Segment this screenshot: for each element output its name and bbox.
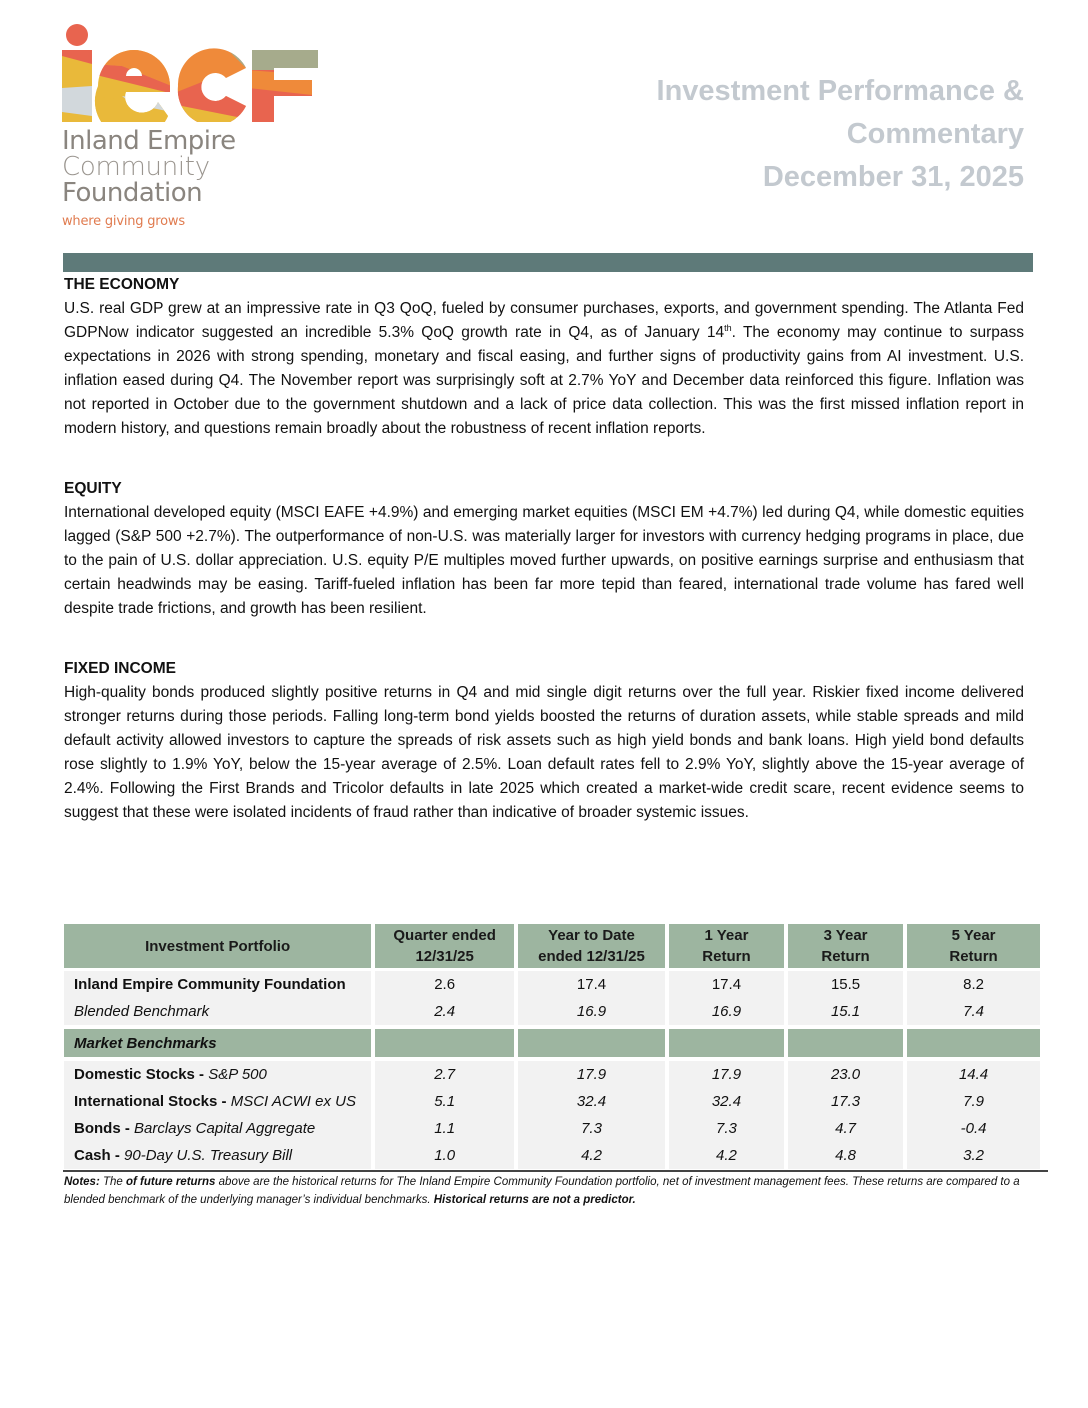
cell-5yr: 7.9 — [907, 1088, 1040, 1115]
cell-1yr: 4.2 — [669, 1142, 784, 1169]
cell-quarter: 2.6 — [375, 968, 514, 998]
cell-ytd: 17.9 — [518, 1057, 665, 1088]
title-line1: Investment Performance & — [656, 75, 1024, 107]
cell-ytd: 7.3 — [518, 1115, 665, 1142]
economy-superscript: th — [724, 322, 732, 333]
logo-name-line1: Inland Empire — [62, 126, 236, 156]
section-equity — [64, 477, 1024, 621]
cell-5yr: 7.4 — [907, 998, 1040, 1025]
iecf-logo-mark-icon — [62, 24, 320, 122]
commentary-body — [64, 273, 1024, 825]
header-investment-portfolio: Investment Portfolio — [64, 924, 371, 968]
table-row-cash — [64, 1142, 1040, 1169]
table-notes: Notes: The of future returns above are the historical returns for The Inland Empire Community Foundation portfolio, net of investment management fees. These returns are compared to a blended benchmark of the underlying manager’s individual benchmarks. Historical returns are not a predictor. — [64, 1176, 1020, 1206]
row-label: Cash - 90-Day U.S. Treasury Bill — [64, 1142, 371, 1169]
cell-5yr: -0.4 — [907, 1115, 1040, 1142]
table-row-bonds — [64, 1115, 1040, 1142]
logo-tagline: where giving grows — [62, 214, 185, 229]
section-text-fixed-income: High-quality bonds produced slightly positive returns in Q4 and mid single digit returns over the full year. Riskier fixed income delivered stronger returns during those periods. Falling long-term bond yields boosted the returns of duration assets, while stable spreads and mild default activity allowed investors to capture the spreads of risk assets such as high yield bonds and bank loans. High yield bond defaults rose slightly to 1.9% YoY, below the 15-year average of 2.5%. Loan default rates fell to 2.9% YoY, slightly above the 15-year average of 2.4%. Following the First Brands and Tricolor defaults in late 2025 which created a market-wide credit scare, recent evidence seems to suggest that these were isolated incidents of fraud rather than indicative of broader systemic issues. — [64, 684, 1024, 821]
cell-3yr: 23.0 — [788, 1057, 903, 1088]
cell-3yr: 15.5 — [788, 968, 903, 998]
cell-1yr: 17.4 — [669, 968, 784, 998]
page-title — [657, 70, 1024, 199]
cell-5yr: 8.2 — [907, 968, 1040, 998]
cell-1yr: 32.4 — [669, 1088, 784, 1115]
cell-1yr: 16.9 — [669, 998, 784, 1025]
cell-3yr: 15.1 — [788, 998, 903, 1025]
header-3-year: 3 Year Return — [788, 924, 903, 968]
table-row-domestic-stocks — [64, 1057, 1040, 1088]
cell-5yr: 3.2 — [907, 1142, 1040, 1169]
section-text-equity: International developed equity (MSCI EAFE +4.9%) and emerging market equities (MSCI EM +4.7%) led during Q4, while domestic equities lagged (S&P 500 +2.7%). The outperformance of non-U.S. was materially larger for investors with currency hedging programs in place, due to the pain of U.S. dollar appreciation. U.S. equity P/E multiples moved further upwards, on positive earnings surprise and enthusiasm that certain headwinds may be easing. Tariff-fueled inflation has been far more tepid than feared, international trade volume has fared well despite trade frictions, and growth has been resilient. — [64, 504, 1024, 617]
cell-5yr: 14.4 — [907, 1057, 1040, 1088]
cell-ytd: 16.9 — [518, 998, 665, 1025]
notes-disclaimer: Historical returns are not a predictor. — [433, 1193, 636, 1206]
cell-quarter: 2.7 — [375, 1057, 514, 1088]
logo-name-line2: Community — [62, 152, 210, 182]
row-label: International Stocks - MSCI ACWI ex US — [64, 1088, 371, 1115]
logo-name-line3: Foundation — [62, 178, 203, 208]
section-economy — [64, 273, 1024, 441]
table-header-row — [64, 924, 1040, 968]
cell-quarter: 2.4 — [375, 998, 514, 1025]
row-label: Bonds - Barclays Capital Aggregate — [64, 1115, 371, 1142]
header-quarter: Quarter ended 12/31/25 — [375, 924, 514, 968]
cell-quarter: 1.0 — [375, 1142, 514, 1169]
economy-text-part1: U.S. real GDP grew at an impressive rate in Q3 QoQ, fueled by consumer purchases, exports, and government spending. The Atlanta Fed GDPNow indicator suggested an incredible 5.3% QoQ growth rate in Q4, as of January 14 — [64, 300, 1024, 341]
section-heading-fixed-income: FIXED INCOME — [64, 660, 176, 677]
cell-ytd: 32.4 — [518, 1088, 665, 1115]
cell-3yr: 4.7 — [788, 1115, 903, 1142]
row-label: Blended Benchmark — [64, 998, 371, 1025]
header-divider-band — [63, 253, 1033, 272]
table-row-iecf — [64, 968, 1040, 998]
cell-1yr: 17.9 — [669, 1057, 784, 1088]
economy-text-part2: . The economy may continue to surpass expectations in 2026 with strong spending, monetary and fiscal easing, and further signs of productivity gains from AI investment. U.S. inflation eased during Q4. The November report was surprisingly soft at 2.7% YoY and December data reinforced this figure. Inflation was not reported in October due to the government shutdown and a lack of price data collection. This was the first missed inflation report in modern history, and questions remain broadly about the robustness of recent inflation reports. — [64, 324, 1024, 437]
table-section-market-benchmarks — [64, 1025, 1040, 1057]
section-label: Market Benchmarks — [64, 1025, 371, 1057]
logo-wordmark — [62, 128, 322, 206]
performance-table — [60, 924, 1044, 1169]
cell-quarter: 5.1 — [375, 1088, 514, 1115]
table-row-international-stocks — [64, 1088, 1040, 1115]
title-line3: December 31, 2025 — [762, 161, 1024, 193]
cell-quarter: 1.1 — [375, 1115, 514, 1142]
cell-3yr: 4.8 — [788, 1142, 903, 1169]
section-heading-economy: THE ECONOMY — [64, 276, 180, 293]
cell-ytd: 17.4 — [518, 968, 665, 998]
cell-3yr: 17.3 — [788, 1088, 903, 1115]
cell-ytd: 4.2 — [518, 1142, 665, 1169]
row-label: Inland Empire Community Foundation — [64, 968, 371, 998]
notes-label: Notes: — [64, 1176, 100, 1188]
iecf-logo — [62, 24, 322, 229]
header-5-year: 5 Year Return — [907, 924, 1040, 968]
table-bottom-rule — [63, 1170, 1048, 1172]
section-heading-equity: EQUITY — [64, 480, 122, 497]
table-row-blended-benchmark — [64, 998, 1040, 1025]
section-text-economy — [64, 297, 1024, 441]
title-line2: Commentary — [846, 118, 1024, 150]
header-1-year: 1 Year Return — [669, 924, 784, 968]
header-ytd: Year to Date ended 12/31/25 — [518, 924, 665, 968]
section-fixed-income — [64, 657, 1024, 825]
row-label: Domestic Stocks - S&P 500 — [64, 1057, 371, 1088]
cell-1yr: 7.3 — [669, 1115, 784, 1142]
